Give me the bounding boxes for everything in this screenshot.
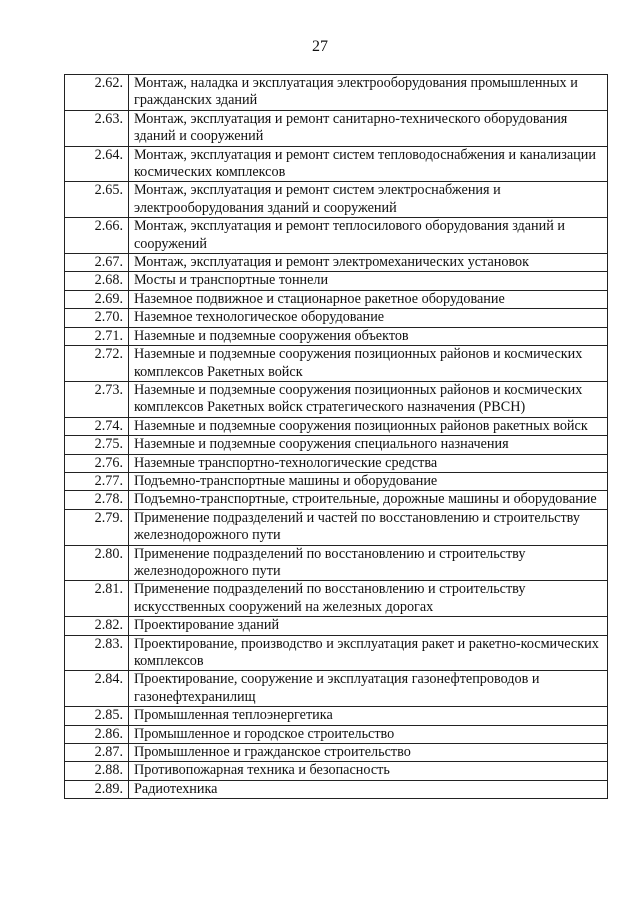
table-row xyxy=(65,635,608,671)
row-name: Подъемно-транспортные машины и оборудование xyxy=(129,472,608,490)
row-code: 2.78. xyxy=(65,491,129,509)
row-name: Наземные и подземные сооружения позиционных районов и космических комплексов Ракетных войск xyxy=(129,346,608,382)
row-name: Мосты и транспортные тоннели xyxy=(129,272,608,290)
row-code: 2.84. xyxy=(65,671,129,707)
table-row xyxy=(65,491,608,509)
row-code: 2.82. xyxy=(65,617,129,635)
row-name: Монтаж, эксплуатация и ремонт электромеханических установок xyxy=(129,254,608,272)
table-row xyxy=(65,146,608,182)
row-name: Монтаж, наладка и эксплуатация электрооборудования промышленных и гражданских зданий xyxy=(129,75,608,111)
table-row xyxy=(65,182,608,218)
row-name: Проектирование зданий xyxy=(129,617,608,635)
row-code: 2.66. xyxy=(65,218,129,254)
table-row xyxy=(65,272,608,290)
row-code: 2.74. xyxy=(65,417,129,435)
table-row xyxy=(65,472,608,490)
table-row xyxy=(65,218,608,254)
table-row xyxy=(65,346,608,382)
row-code: 2.70. xyxy=(65,309,129,327)
table-row xyxy=(65,417,608,435)
table-row xyxy=(65,780,608,798)
row-name: Противопожарная техника и безопасность xyxy=(129,762,608,780)
row-name: Подъемно-транспортные, строительные, дорожные машины и оборудование xyxy=(129,491,608,509)
row-name: Промышленное и гражданское строительство xyxy=(129,744,608,762)
table-row xyxy=(65,327,608,345)
row-code: 2.89. xyxy=(65,780,129,798)
row-name: Монтаж, эксплуатация и ремонт теплосилового оборудования зданий и сооружений xyxy=(129,218,608,254)
row-code: 2.79. xyxy=(65,509,129,545)
table-row xyxy=(65,436,608,454)
row-code: 2.73. xyxy=(65,381,129,417)
row-code: 2.68. xyxy=(65,272,129,290)
table-row xyxy=(65,617,608,635)
row-code: 2.69. xyxy=(65,290,129,308)
row-code: 2.81. xyxy=(65,581,129,617)
table-row xyxy=(65,744,608,762)
table-row xyxy=(65,254,608,272)
row-name: Радиотехника xyxy=(129,780,608,798)
table-row xyxy=(65,725,608,743)
row-code: 2.77. xyxy=(65,472,129,490)
row-code: 2.67. xyxy=(65,254,129,272)
table-row xyxy=(65,707,608,725)
row-code: 2.88. xyxy=(65,762,129,780)
table-row xyxy=(65,762,608,780)
table-row xyxy=(65,509,608,545)
row-code: 2.75. xyxy=(65,436,129,454)
page-number: 27 xyxy=(312,38,328,55)
row-name: Наземные транспортно-технологические средства xyxy=(129,454,608,472)
row-name: Наземные и подземные сооружения позиционных районов ракетных войск xyxy=(129,417,608,435)
table-row xyxy=(65,545,608,581)
row-code: 2.87. xyxy=(65,744,129,762)
row-name: Промышленная теплоэнергетика xyxy=(129,707,608,725)
row-name: Наземные и подземные сооружения позиционных районов и космических комплексов Ракетных войск стратегического назначения (РВСН) xyxy=(129,381,608,417)
specialty-table xyxy=(64,74,608,799)
row-name: Монтаж, эксплуатация и ремонт санитарно-технического оборудования зданий и сооружений xyxy=(129,110,608,146)
row-code: 2.80. xyxy=(65,545,129,581)
row-code: 2.85. xyxy=(65,707,129,725)
table-row xyxy=(65,309,608,327)
row-name: Применение подразделений по восстановлению и строительству железнодорожного пути xyxy=(129,545,608,581)
row-name: Наземное технологическое оборудование xyxy=(129,309,608,327)
table-row xyxy=(65,581,608,617)
row-name: Применение подразделений и частей по восстановлению и строительству железнодорожного пути xyxy=(129,509,608,545)
row-code: 2.71. xyxy=(65,327,129,345)
row-name: Проектирование, сооружение и эксплуатация газонефтепроводов и газонефтехранилищ xyxy=(129,671,608,707)
row-name: Наземные и подземные сооружения объектов xyxy=(129,327,608,345)
table-row xyxy=(65,110,608,146)
table-row xyxy=(65,75,608,111)
table-row xyxy=(65,671,608,707)
table-row xyxy=(65,290,608,308)
table-row xyxy=(65,381,608,417)
row-code: 2.72. xyxy=(65,346,129,382)
table-row xyxy=(65,454,608,472)
row-name: Проектирование, производство и эксплуатация ракет и ракетно-космических комплексов xyxy=(129,635,608,671)
row-code: 2.76. xyxy=(65,454,129,472)
row-name: Применение подразделений по восстановлению и строительству искусственных сооружений на железных дорогах xyxy=(129,581,608,617)
row-name: Монтаж, эксплуатация и ремонт систем тепловодоснабжения и канализации космических комплексов xyxy=(129,146,608,182)
row-code: 2.83. xyxy=(65,635,129,671)
row-code: 2.62. xyxy=(65,75,129,111)
row-code: 2.86. xyxy=(65,725,129,743)
row-name: Наземные и подземные сооружения специального назначения xyxy=(129,436,608,454)
row-code: 2.64. xyxy=(65,146,129,182)
row-name: Промышленное и городское строительство xyxy=(129,725,608,743)
row-code: 2.63. xyxy=(65,110,129,146)
row-code: 2.65. xyxy=(65,182,129,218)
row-name: Наземное подвижное и стационарное ракетное оборудование xyxy=(129,290,608,308)
row-name: Монтаж, эксплуатация и ремонт систем электроснабжения и электрооборудования зданий и сооружений xyxy=(129,182,608,218)
